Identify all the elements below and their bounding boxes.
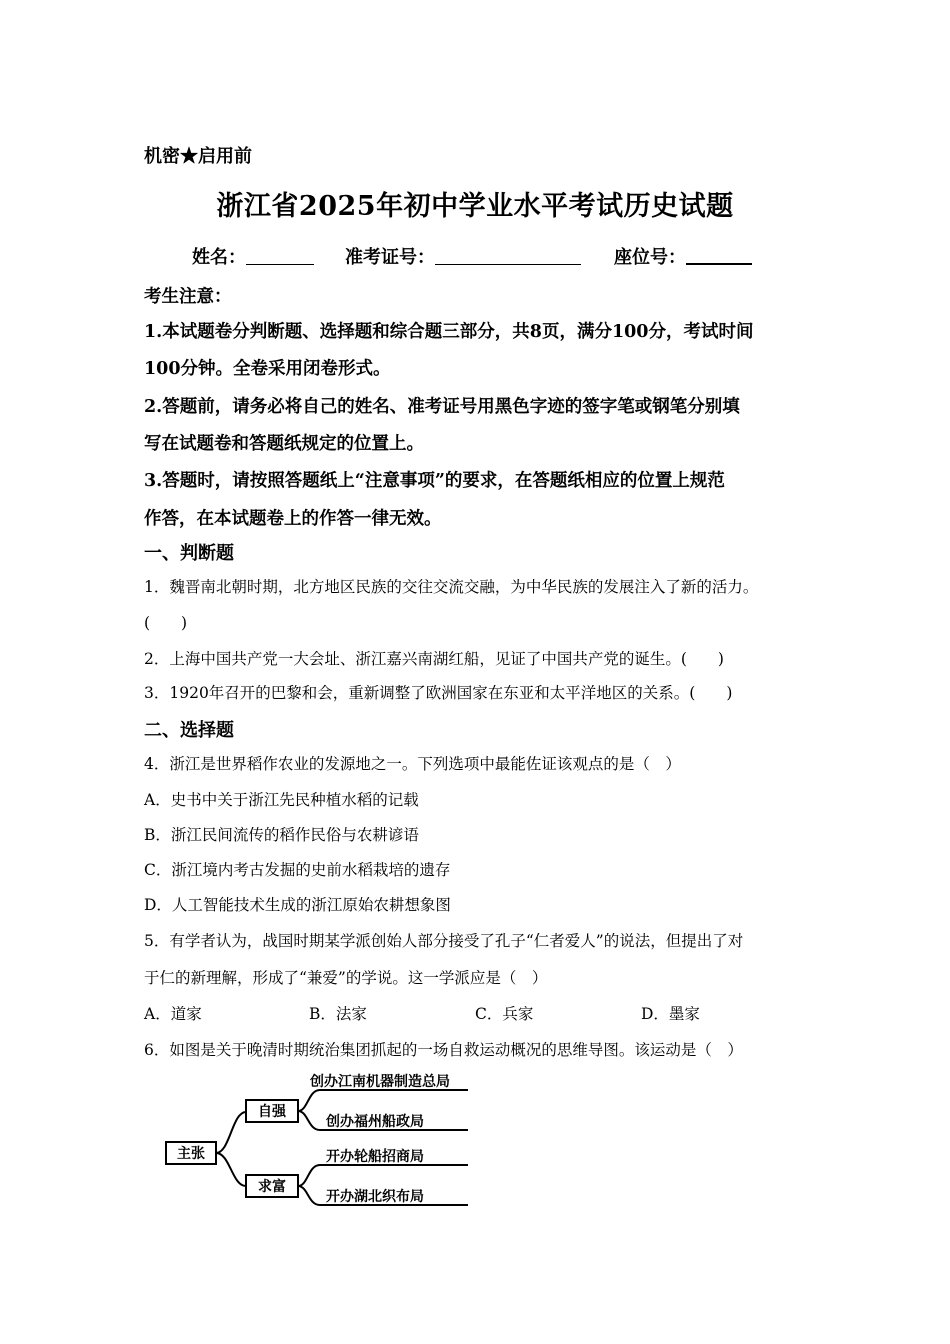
notice-line: 3.答题时，请按照答题纸上“注意事项”的要求，在答题纸相应的位置上规范 [144, 471, 725, 491]
q5-option-d[interactable]: D．墨家 [641, 1005, 700, 1023]
notice-line: 作答，在本试题卷上的作答一律无效。 [144, 509, 442, 529]
section-heading-judgement: 一、判断题 [144, 543, 234, 564]
q4-option-b[interactable]: B．浙江民间流传的稻作民俗与农耕谚语 [144, 826, 419, 844]
section-heading-choice: 二、选择题 [144, 720, 234, 741]
mind-map [150, 1062, 480, 1222]
notice-heading: 考生注意： [144, 287, 232, 307]
exam-id-blank[interactable] [435, 246, 581, 265]
name-field [192, 243, 314, 269]
q5-option-b[interactable]: B．法家 [309, 1005, 367, 1023]
exam-id-field [345, 243, 581, 269]
exam-title: 浙江省2025年初中学业水平考试历史试题 [216, 191, 734, 222]
question-5-line2: 于仁的新理解，形成了“兼爱”的学说。这一学派应是（ ） [144, 969, 548, 987]
question-3: 3．1920年召开的巴黎和会，重新调整了欧洲国家在东亚和太平洋地区的关系。( ) [144, 684, 733, 702]
mindmap-leaf: 开办轮船招商局 [326, 1149, 424, 1165]
q4-option-a[interactable]: A．史书中关于浙江先民种植水稻的记载 [144, 791, 419, 809]
connector-branch1-leaf1 [298, 1090, 468, 1111]
mindmap-branch1-label: 自强 [258, 1104, 286, 1120]
q5-option-a[interactable]: A．道家 [144, 1005, 202, 1023]
question-1-answer-bracket[interactable]: ( ) [144, 614, 188, 632]
question-5-line1: 5．有学者认为，战国时期某学派创始人部分接受了孔子“仁者爱人”的说法，但提出了对 [144, 932, 744, 950]
notice-line: 100分钟。全卷采用闭卷形式。 [144, 359, 391, 379]
exam-id-label: 准考证号： [345, 247, 435, 268]
notice-line: 写在试题卷和答题纸规定的位置上。 [144, 434, 424, 454]
q4-option-c[interactable]: C．浙江境内考古发掘的史前水稻栽培的遗存 [144, 861, 451, 879]
seat-blank[interactable] [686, 245, 752, 265]
mindmap-leaf: 开办湖北织布局 [326, 1189, 424, 1205]
question-6: 6．如图是关于晚清时期统治集团抓起的一场自救运动概况的思维导图。该运动是（ ） [144, 1041, 743, 1059]
seat-field [614, 243, 752, 269]
name-label: 姓名： [192, 247, 246, 268]
connector-branch2-leaf1 [298, 1165, 468, 1186]
notice-line: 2.答题前，请务必将自己的姓名、准考证号用黑色字迹的签字笔或钢笔分别填 [144, 397, 740, 417]
seat-label: 座位号： [614, 247, 686, 268]
mindmap-leaf: 创办福州船政局 [326, 1114, 424, 1130]
name-blank[interactable] [246, 246, 314, 265]
question-2: 2．上海中国共产党一大会址、浙江嘉兴南湖红船，见证了中国共产党的诞生。( ) [144, 650, 724, 668]
mindmap-root-label: 主张 [177, 1146, 205, 1162]
connector-root-to-branch1 [216, 1112, 246, 1153]
q5-option-c[interactable]: C．兵家 [475, 1005, 534, 1023]
connector-root-to-branch2 [216, 1153, 246, 1186]
question-4: 4．浙江是世界稻作农业的发源地之一。下列选项中最能佐证该观点的是（ ） [144, 755, 681, 773]
notice-line: 1.本试题卷分判断题、选择题和综合题三部分，共8页，满分100分，考试时间 [144, 322, 754, 342]
question-1: 1．魏晋南北朝时期，北方地区民族的交往交流交融，为中华民族的发展注入了新的活力。 [144, 578, 759, 596]
q4-option-d[interactable]: D．人工智能技术生成的浙江原始农耕想象图 [144, 896, 451, 914]
mindmap-leaf: 创办江南机器制造总局 [310, 1074, 450, 1090]
mindmap-branch2-label: 求富 [258, 1179, 286, 1195]
confidential-label: 机密★启用前 [144, 146, 252, 167]
